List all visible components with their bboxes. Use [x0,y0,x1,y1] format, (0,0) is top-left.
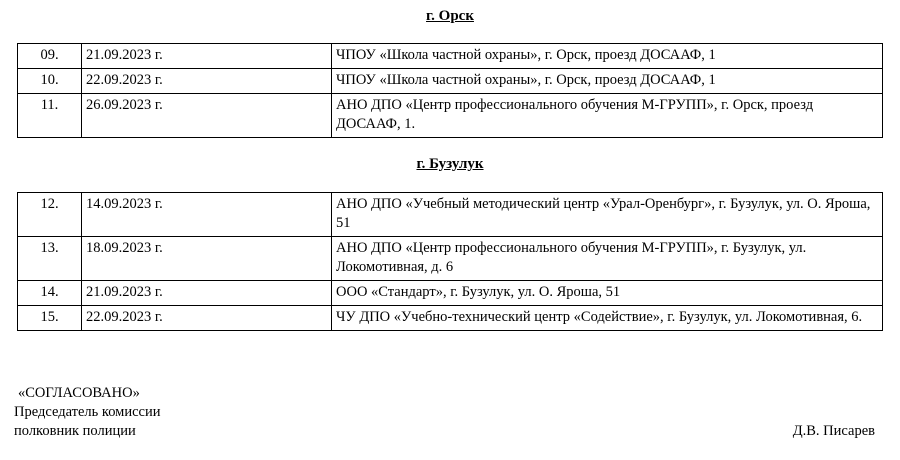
table-row [18,193,883,237]
table-row [18,281,883,306]
row-date: 26.09.2023 г. [82,94,332,138]
row-place: АНО ДПО «Центр профессионального обучения М-ГРУПП», г. Орск, проезд ДОСААФ, 1. [332,94,883,138]
row-place: ЧПОУ «Школа частной охраны», г. Орск, проезд ДОСААФ, 1 [332,69,883,94]
row-number: 11. [18,94,82,138]
heading-buzuluk: г. Бузулук [416,156,484,172]
table-row [18,306,883,331]
signatory-position-line2: полковник полиции [14,423,136,439]
row-number: 12. [18,193,82,237]
schedule-table-buzuluk [17,192,883,331]
table-row [18,94,883,138]
row-place: АНО ДПО «Центр профессионального обучения М-ГРУПП», г. Бузулук, ул. Локомотивная, д. 6 [332,237,883,281]
row-date: 21.09.2023 г. [82,44,332,69]
row-date: 22.09.2023 г. [82,69,332,94]
table-row [18,44,883,69]
row-place: ЧУ ДПО «Учебно-технический центр «Содействие», г. Бузулук, ул. Локомотивная, 6. [332,306,883,331]
table-row [18,69,883,94]
row-number: 15. [18,306,82,331]
heading-orsk: г. Орск [426,8,474,24]
row-place: ЧПОУ «Школа частной охраны», г. Орск, проезд ДОСААФ, 1 [332,44,883,69]
schedule-table-orsk [17,43,883,138]
signatory-position-line1: Председатель комиссии [14,404,161,420]
row-number: 13. [18,237,82,281]
row-place: ООО «Стандарт», г. Бузулук, ул. О. Яроша, 51 [332,281,883,306]
row-place: АНО ДПО «Учебный методический центр «Урал-Оренбург», г. Бузулук, ул. О. Яроша, 51 [332,193,883,237]
row-date: 22.09.2023 г. [82,306,332,331]
row-date: 14.09.2023 г. [82,193,332,237]
row-date: 21.09.2023 г. [82,281,332,306]
row-number: 09. [18,44,82,69]
row-number: 14. [18,281,82,306]
row-date: 18.09.2023 г. [82,237,332,281]
table-row [18,237,883,281]
approved-label: «СОГЛАСОВАНО» [18,385,140,401]
row-number: 10. [18,69,82,94]
signatory-name: Д.В. Писарев [792,423,875,439]
